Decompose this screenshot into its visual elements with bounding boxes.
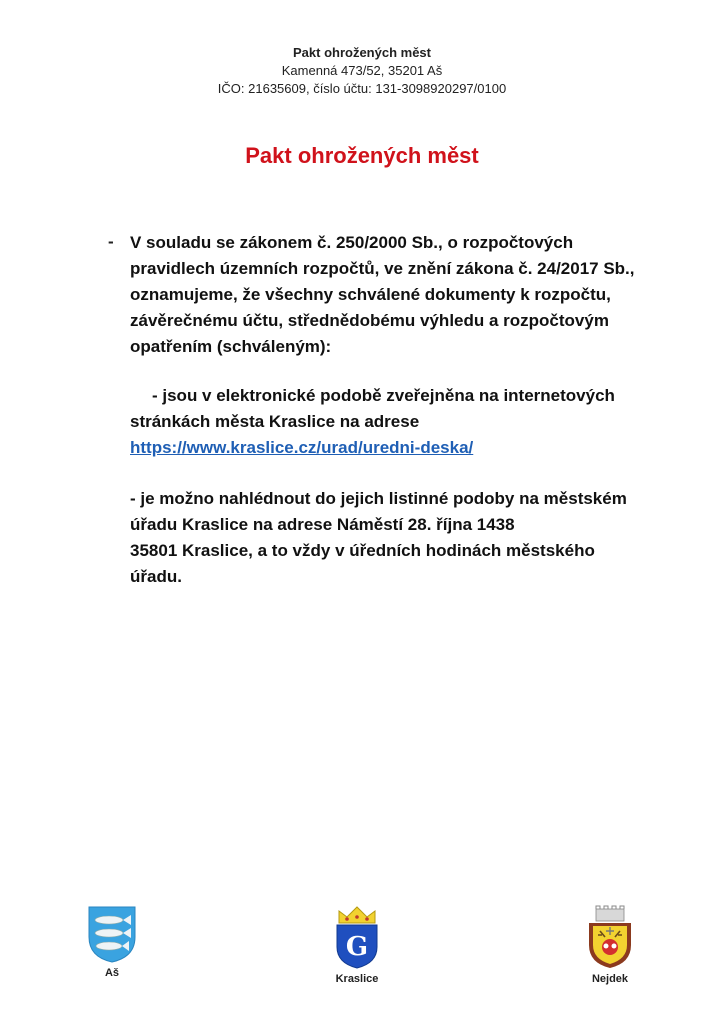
list-bullet: - xyxy=(108,232,114,251)
letterhead-organization: Pakt ohrožených měst xyxy=(293,45,431,60)
text-line: závěrečnému účtu, střednědobému výhledu a rozpočtovým xyxy=(130,311,609,330)
crest-label: Kraslice xyxy=(335,973,379,985)
nejdek-coat-of-arms-icon xyxy=(586,905,634,969)
letterhead-ids: IČO: 21635609, číslo účtu: 131-3098920297/0100 xyxy=(217,81,507,96)
text-line: pravidlech územních rozpočtů, ve znění zákona č. 24/2017 Sb., xyxy=(130,259,635,278)
text-line: opatřením (schváleným): xyxy=(130,337,332,356)
crest-kraslice xyxy=(312,905,402,985)
paragraph-legal-notice xyxy=(130,230,650,360)
crest-label: Nejdek xyxy=(591,973,629,985)
text-line: stránkách města Kraslice na adrese xyxy=(130,412,420,431)
document-title: Pakt ohrožených měst xyxy=(245,143,479,168)
official-board-link[interactable]: https://www.kraslice.cz/urad/uredni-deska/ xyxy=(130,438,474,457)
text-line: 35801 Kraslice, a to vždy v úředních hodinách městského xyxy=(130,541,595,560)
letterhead-address: Kamenná 473/52, 35201 Aš xyxy=(281,63,443,78)
text-line: úřadu Kraslice na adrese Náměstí 28. října 1438 xyxy=(130,515,515,534)
crest-as xyxy=(67,905,157,979)
text-line: - jsou v elektronické podobě zveřejněna na internetových xyxy=(152,386,615,405)
text-line: oznamujeme, že všechny schválené dokumenty k rozpočtu, xyxy=(130,285,611,304)
text-line: úřadu. xyxy=(130,567,182,586)
crest-label: Aš xyxy=(104,967,120,979)
svg-text:G: G xyxy=(345,932,369,962)
as-coat-of-arms-icon xyxy=(87,905,137,963)
text-line: - je možno nahlédnout do jejich listinné podoby na městském xyxy=(130,489,627,508)
paragraph-paper-inspection xyxy=(130,486,650,590)
kraslice-coat-of-arms-icon xyxy=(334,905,380,969)
paragraph-electronic-publication xyxy=(130,383,650,461)
crest-nejdek xyxy=(565,905,655,985)
letterhead xyxy=(0,44,724,98)
text-line: V souladu se zákonem č. 250/2000 Sb., o rozpočtových xyxy=(130,233,574,252)
